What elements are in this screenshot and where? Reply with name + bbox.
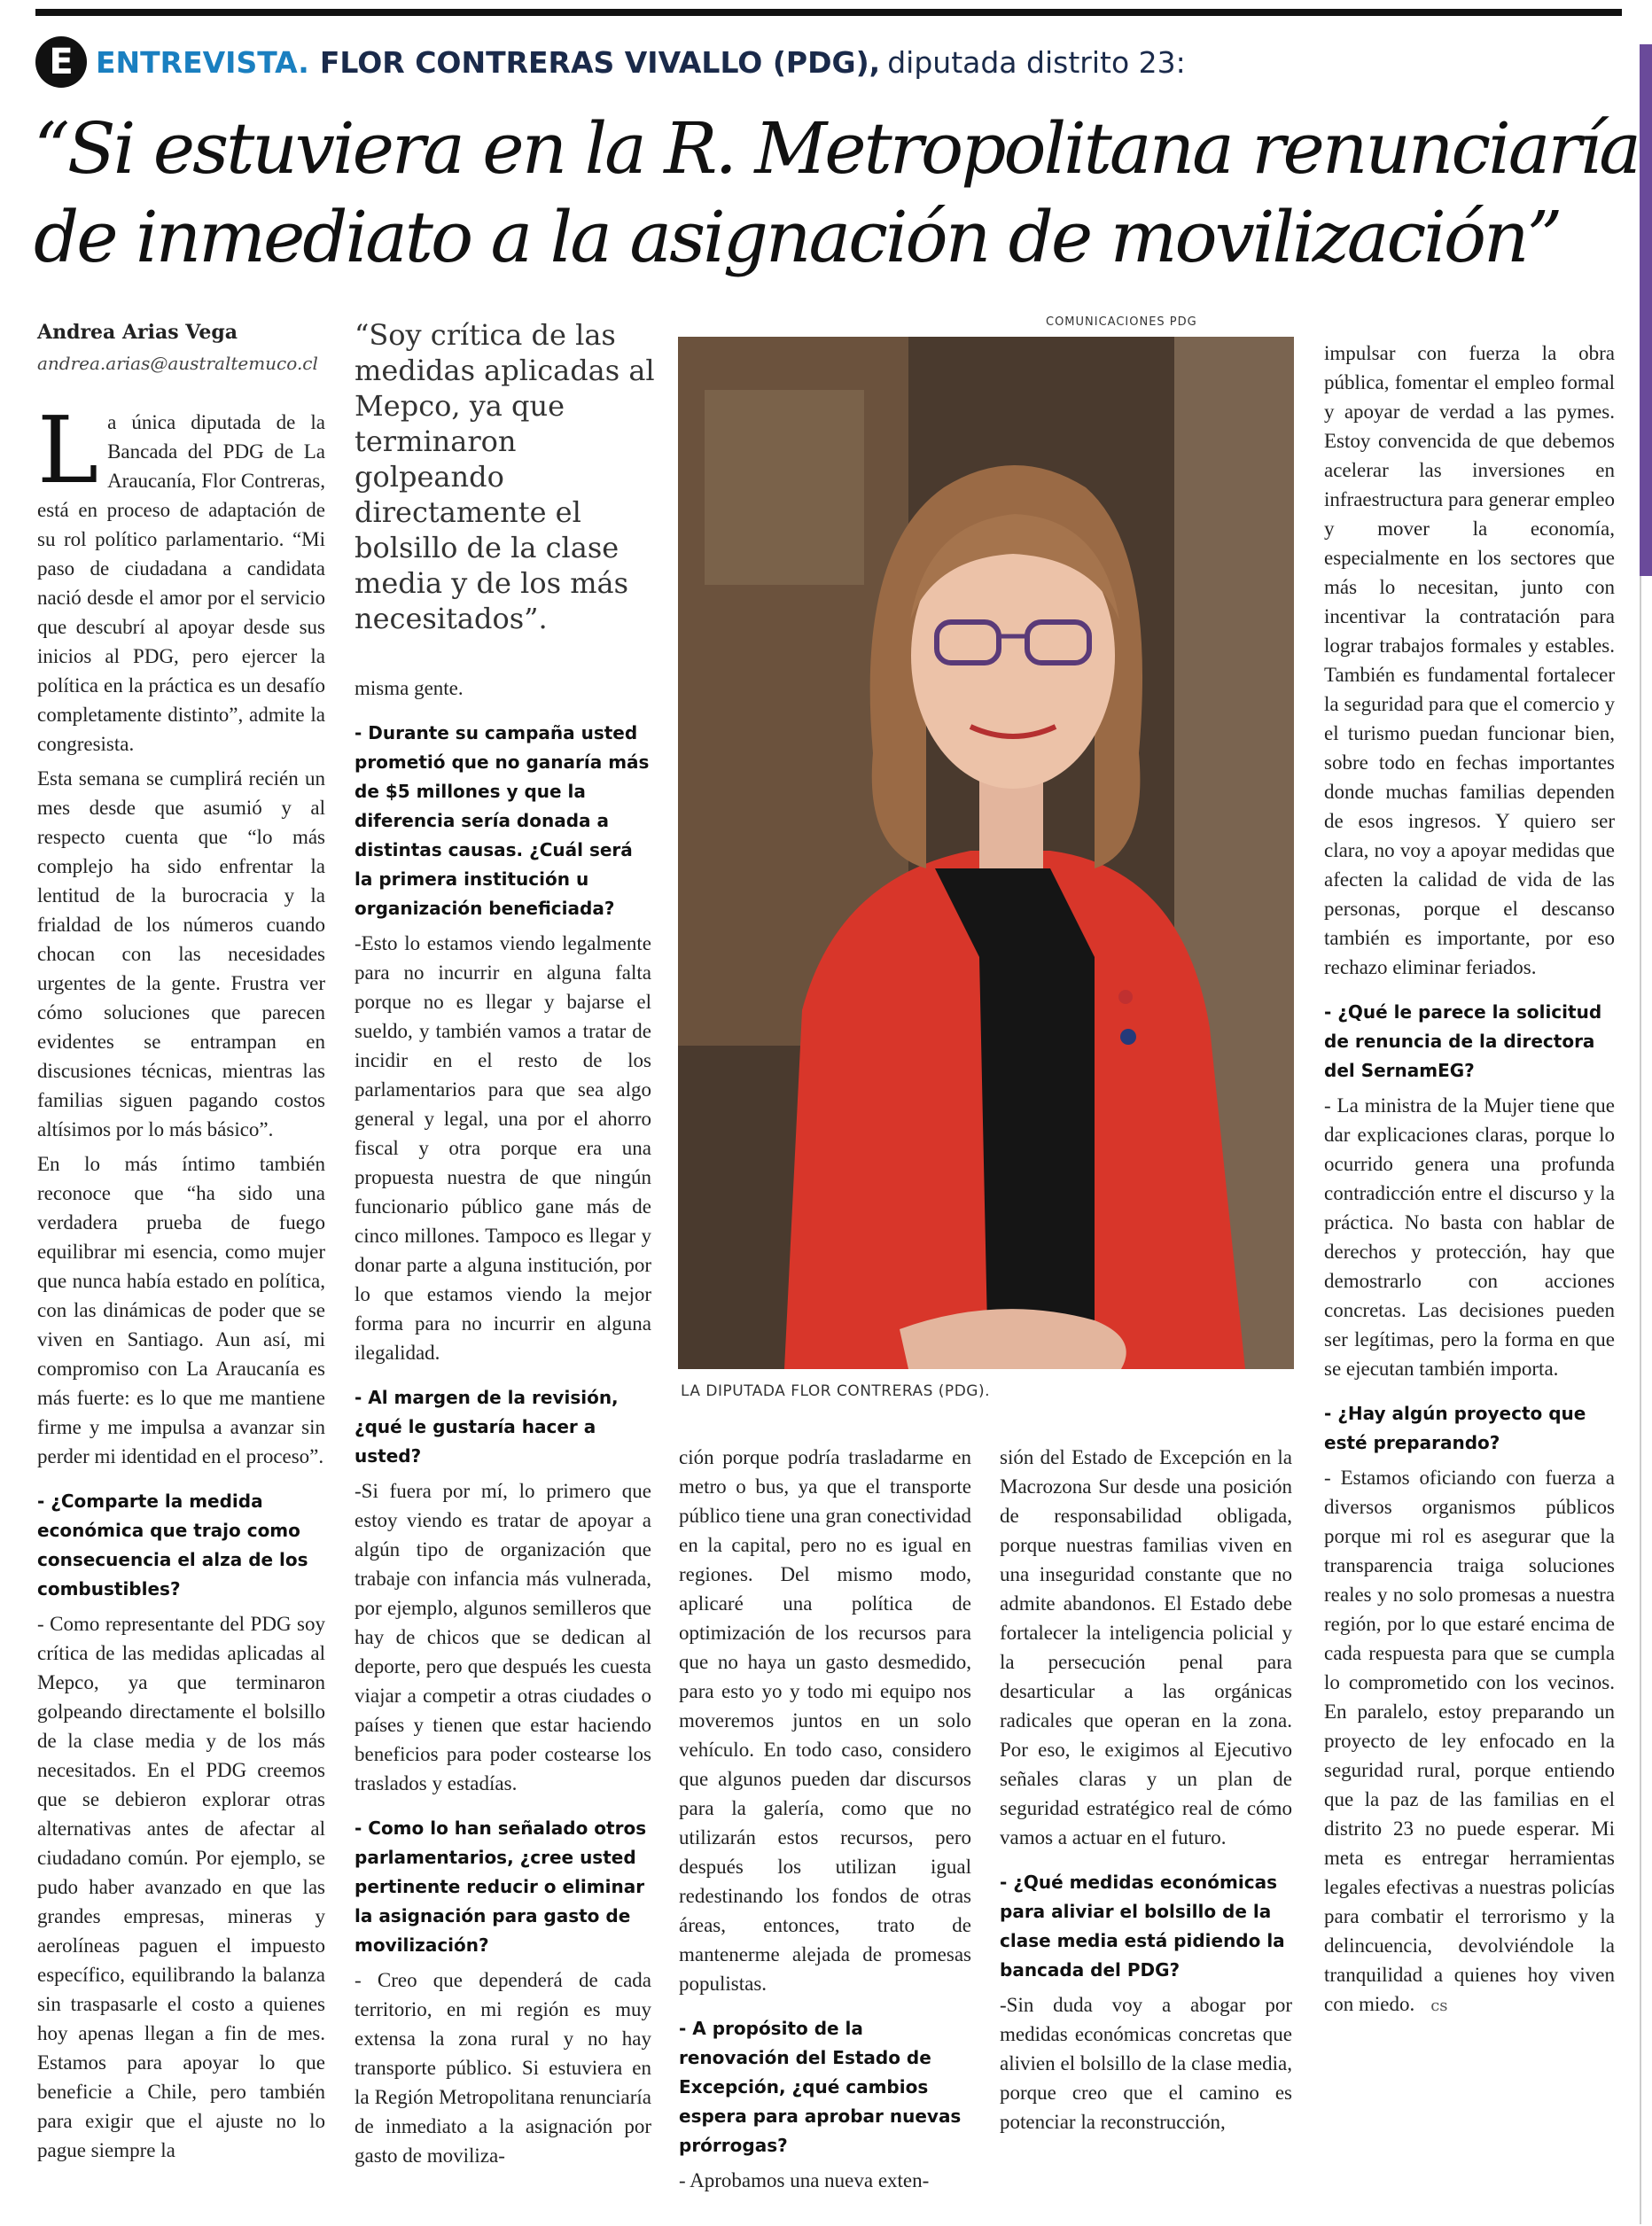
interview-question: - Al margen de la revisión, ¿qué le gustaría hacer a usted? <box>355 1387 619 1467</box>
column-2 <box>355 673 651 2175</box>
interview-answer: - Creo que dependerá de cada territorio, en mi región es muy extensa la zona rural y no hay transporte público. Si estuviera en la Región Metropolitana renunciaría de inmediato a la asignación por gasto de moviliza- <box>355 1969 651 2167</box>
interviewee-role: diputada distrito 23: <box>887 44 1186 80</box>
interview-answer: - Como representante del PDG soy crítica de las medidas aplicadas al Mepco, ya que terminaron golpeando directamente el bolsillo de la clase media y de los más necesitados. En el PDG creemos que se debieron explorar otras alternativas antes de afectar al ciudadano común. Por ejemplo, se pudo haber avanzado en que las grandes empresas, mineras y aerolíneas paguen el impuesto específico, equilibrando la balanza sin traspasarle el costo a quienes hoy apenas llegan a fin de mes. Estamos para apoyar lo que beneficie a Chile, pero también para exigir que el ajuste no lo pague siempre la <box>37 1613 325 2161</box>
paragraph: En lo más íntimo también reconoce que “ha sido una verdadera prueba de fuego equilibrar mi esencia, como mujer que nunca había estado en política, con las dinámicas de poder que se viven en Santiago. Aun así, mi compromiso con La Araucanía es más fuerte: es lo que me mantiene firme y me impulsa a avanzar sin perder mi identidad en el proceso”. <box>37 1153 325 1467</box>
interview-question: - A propósito de la renovación del Estado de Excepción, ¿qué cambios espera para aprobar nuevas prórrogas? <box>679 2018 962 2156</box>
portrait-photo <box>678 337 1294 1369</box>
interview-answer: - La ministra de la Mujer tiene que dar explicaciones claras, porque lo ocurrido genera una profunda contradicción entre el discurso y la práctica. No basta con hablar de derechos y protección, hay que demostrarlo con acciones concretas. Las decisiones pueden ser legítimas, pero la forma en que se ejecutan también importa. <box>1324 1094 1615 1380</box>
pull-quote: “Soy crítica de las medidas aplicadas al Mepco, ya que terminaron golpeando directamente el bolsillo de la clase media y de los más necesitados”. <box>355 318 655 635</box>
interview-question: - Como lo han señalado otros parlamentarios, ¿cree usted pertinente reducir o eliminar la asignación para gasto de movilización? <box>355 1817 647 1956</box>
section-badge: E <box>35 36 87 88</box>
interview-answer: - Estamos oficiando con fuerza a diversos organismos públicos porque mi rol es asegurar que la transparencia traiga soluciones reales y no solo promesas a nuestra región, por lo que estaré encima de cada respuesta para que se cumpla lo comprometido con los vecinos. En paralelo, estoy preparando un proyecto de ley enfocado en la seguridad rural, porque entiendo que la paz de las familias en el distrito 23 no puede esperar. Mi meta es entregar herramientas legales efectivas a nuestras policías para combatir el terrorismo y la delincuencia, devolviéndole la tranquilidad a quienes hoy viven con miedo. cs <box>1324 1467 1615 2015</box>
interview-answer: -Esto lo estamos viendo legalmente para no incurrir en alguna falta porque no es llegar y bajarse el sueldo, y también vamos a tratar de incidir en el resto de los parlamentarios para que sea algo general y legal, una por el ahorro fiscal y otra porque era una propuesta nuestra de que ningún funcionario público gane más de cinco millones. Tampoco es llegar y donar parte a alguna institución, por lo que estamos viendo la mejor forma para no incurrir en alguna ilegalidad. <box>355 932 651 1364</box>
interview-question: - ¿Hay algún proyecto que esté preparando? <box>1324 1403 1586 1453</box>
headline-line-2: de inmediato a la asignación de movilización” <box>34 196 1561 278</box>
interview-question: - ¿Qué medidas económicas para aliviar el bolsillo de la clase media está pidiendo la bancada del PDG? <box>1000 1872 1285 1981</box>
interview-answer: -Si fuera por mí, lo primero que estoy viendo es tratar de apoyar a algún tipo de organización que trabaje con infancia más vulnerada, por ejemplo, algunos semilleros que hay de chicos que se dedican al deporte, pero que después les cuesta viajar a competir a otras ciudades o países y tienen que estar haciendo beneficios para poder costearse los traslados y estadías. <box>355 1480 651 1794</box>
interview-answer: impulsar con fuerza la obra pública, fomentar el empleo formal y apoyar de verdad a las pymes. Estoy convencida de que debemos acelerar las inversiones en infraestructura para generar empleo y mover la economía, especialmente en los sectores que más lo necesitan, junto con incentivar la contratación para lograr trabajos formales y estables. También es fundamental fortalecer la seguridad para que el comercio y el turismo puedan funcionar bien, sobre todo en fechas importantes donde muchas familias dependen de esos ingresos. Y quiero ser clara, no voy a apoyar medidas que afecten la calidad de vida de las personas, porque el descanso también es importante, por eso rechazo eliminar feriados. <box>1324 342 1615 978</box>
column-1 <box>37 396 325 2170</box>
kicker <box>35 35 1186 89</box>
byline-author: Andrea Arias Vega <box>37 321 238 344</box>
paragraph: Esta semana se cumplirá recién un mes desde que asumió y al respecto cuenta que “lo más complejo ha sido enfrentar la lentitud de la burocracia y la frialdad de los números cuando chocan con las necesidades urgentes de la gente. Frustra ver cómo soluciones que parecen evidentes se entrampan en discusiones técnicas, mientras las familias siguen pagando costos altísimos por lo más básico”. <box>37 767 325 1140</box>
top-rule <box>35 9 1622 16</box>
column-3 <box>679 1443 971 2200</box>
interview-question: - Durante su campaña usted prometió que no ganaría más de $5 millones y que la diferencia sería donada a distintas causas. ¿Cuál será la primera institución u organización beneficiada? <box>355 722 650 919</box>
lead-paragraph: La única diputada de la Bancada del PDG de La Araucanía, Flor Contreras, está en proceso de adaptación de su rol político parlamentario. “Mi paso de ciudadana a candidata nació desde el amor por el servicio que descubrí al apoyar desde sus inicios al PDG, pero ejercer la política en la práctica es un desafío completamente distinto”, admite la congresista. <box>37 396 325 755</box>
interview-answer: - Aprobamos una nueva exten- <box>679 2169 930 2191</box>
headline <box>34 105 1639 282</box>
photo-caption: LA DIPUTADA FLOR CONTRERAS (PDG). <box>681 1382 990 1400</box>
byline-email: andrea.arias@australtemuco.cl <box>37 353 318 374</box>
interview-answer: -Sin duda voy a abogar por medidas económicas concretas que alivien el bolsillo de la clase media, porque creo que el camino es potenciar la reconstrucción, <box>1000 1994 1292 2133</box>
interview-answer: ción porque podría trasladarme en metro o bus, ya que el transporte público tiene una gran conectividad en la capital, pero no es igual en regiones. Del mismo modo, aplicaré una política de optimización de los recursos para que no haya un gasto desmedido, para esto yo y todo mi equipo nos moveremos juntos en un solo vehículo. En todo caso, considero que algunos pueden dar discursos para la galería, como que no utilizarán estos recursos, pero después los utilizan igual redestinando los fondos de otras áreas, entonces, trato de mantenerme alejada de promesas populistas. <box>679 1446 971 1995</box>
adjacent-page-edge <box>1636 44 1652 2226</box>
paragraph: misma gente. <box>355 677 464 699</box>
drop-cap: L <box>37 396 99 504</box>
section-label: ENTREVISTA. <box>96 44 309 80</box>
column-5 <box>1324 339 1615 2026</box>
column-4 <box>1000 1443 1292 2142</box>
interview-question: - ¿Comparte la medida económica que trajo como consecuencia el alza de los combustibles? <box>37 1490 308 1599</box>
interviewee-name: FLOR CONTRERAS VIVALLO (PDG), <box>319 44 881 80</box>
interview-answer: sión del Estado de Excepción en la Macrozona Sur desde una posición de responsabilidad obligada, porque nuestras familias viven en una inseguridad constante que no admite abandonos. El Estado debe fortalecer la inteligencia policial y la persecución penal para desarticular a las orgánicas radicales que operan en la zona. Por eso, le exigimos al Ejecutivo señales claras y un plan de seguridad estratégico real de cómo vamos a actuar en el futuro. <box>1000 1446 1292 1849</box>
end-mark-icon: cs <box>1430 1996 1448 2015</box>
photo-credit: COMUNICACIONES PDG <box>1046 315 1197 329</box>
interview-question: - ¿Qué le parece la solicitud de renuncia de la directora del SernamEG? <box>1324 1001 1602 1081</box>
headline-line-1: “Si estuviera en la R. Metropolitana renunciaría <box>34 107 1639 190</box>
portrait-illustration <box>678 337 1294 1369</box>
